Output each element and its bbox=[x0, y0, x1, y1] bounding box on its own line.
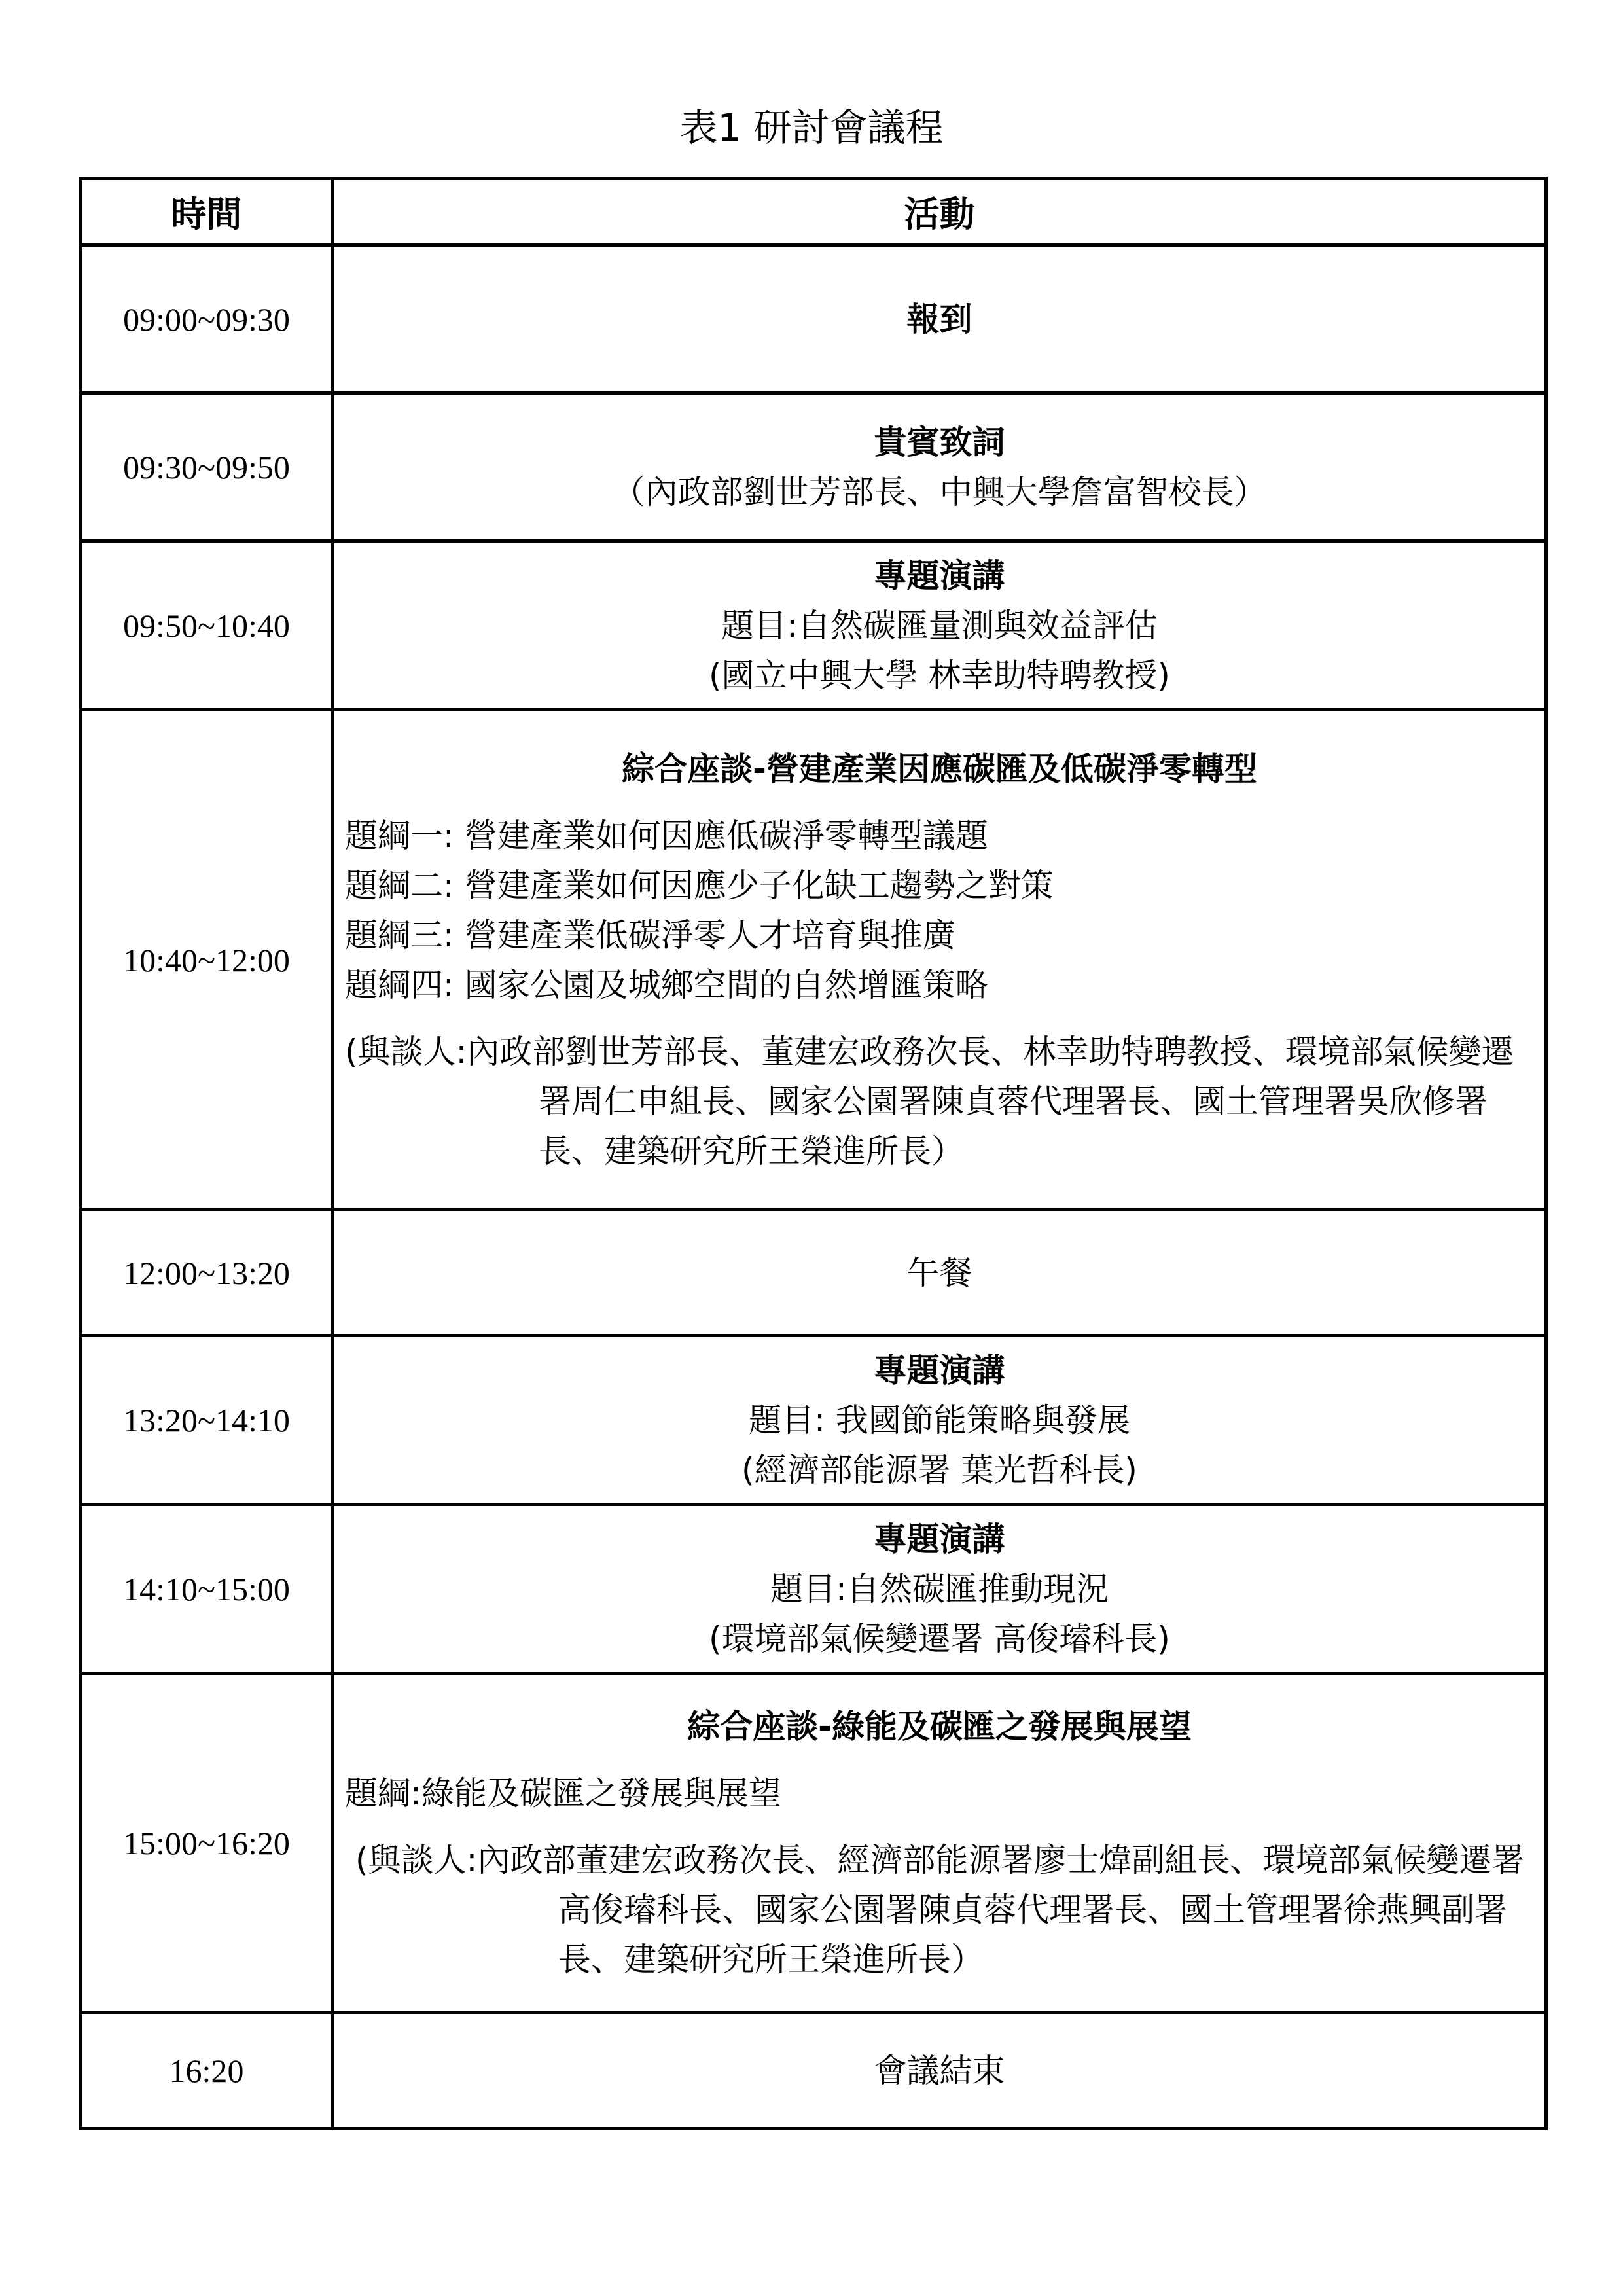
row-activity bbox=[333, 1505, 1546, 1674]
row-time: 14:10~15:00 bbox=[80, 1505, 333, 1674]
row-time: 09:00~09:30 bbox=[80, 245, 333, 393]
row-activity bbox=[333, 1674, 1546, 2013]
table-row bbox=[80, 541, 1546, 710]
panelists: (與談人:內政部劉世芳部長、董建宏政務次長、林幸助特聘教授、環境部氣候變遷署周仁申組長、國家公園署陳貞蓉代理署長、國土管理署吳欣修署長、建築研究所王榮進所長） bbox=[345, 1032, 1514, 1170]
activity-speaker: (國立中興大學 林幸助特聘教授) bbox=[709, 656, 1170, 694]
table-row bbox=[80, 245, 1546, 393]
agenda-table bbox=[79, 177, 1548, 2130]
table-row bbox=[80, 710, 1546, 1210]
table-row bbox=[80, 1210, 1546, 1336]
activity-topic: 題目: 我國節能策略與發展 bbox=[749, 1401, 1130, 1439]
table-row bbox=[80, 393, 1546, 541]
activity-detail: （內政部劉世芳部長、中興大學詹富智校長） bbox=[612, 473, 1267, 511]
row-time: 09:50~10:40 bbox=[80, 541, 333, 710]
row-activity bbox=[333, 541, 1546, 710]
outline-list bbox=[334, 1768, 1544, 1984]
outline-item: 題綱三: 營建產業低碳淨零人才培育與推廣 bbox=[345, 916, 955, 954]
outline-item: 題綱:綠能及碳匯之發展與展望 bbox=[345, 1774, 781, 1812]
activity-heading: 專題演講 bbox=[874, 556, 1005, 595]
table-row bbox=[80, 1674, 1546, 2013]
row-time: 15:00~16:20 bbox=[80, 1674, 333, 2013]
panelists: (與談人:內政部董建宏政務次長、經濟部能源署廖士煒副組長、環境部氣候變遷署高俊璿科長、國家公園署陳貞蓉代理署長、國土管理署徐燕興副署長、建築研究所王榮進所長） bbox=[355, 1840, 1525, 1979]
activity-heading: 專題演講 bbox=[874, 1351, 1005, 1390]
activity-heading: 綜合座談-營建產業因應碳匯及低碳淨零轉型 bbox=[622, 749, 1257, 788]
table-row bbox=[80, 1505, 1546, 1674]
table-header-row bbox=[80, 179, 1546, 245]
outline-item: 題綱一: 營建產業如何因應低碳淨零轉型議題 bbox=[345, 816, 988, 855]
page-title: 表1 研討會議程 bbox=[679, 105, 944, 150]
table-row bbox=[80, 1336, 1546, 1505]
row-time: 12:00~13:20 bbox=[80, 1210, 333, 1336]
row-activity bbox=[333, 710, 1546, 1210]
activity-topic: 題目:自然碳匯量測與效益評估 bbox=[721, 606, 1158, 645]
activity-speaker: (環境部氣候變遷署 高俊璿科長) bbox=[709, 1619, 1170, 1658]
header-time: 時間 bbox=[80, 179, 333, 245]
activity-heading: 綜合座談-綠能及碳匯之發展與展望 bbox=[687, 1707, 1192, 1746]
outline-list bbox=[334, 811, 1544, 1176]
activity-plain: 會議結束 bbox=[874, 2051, 1005, 2090]
activity-heading: 貴賓致詞 bbox=[874, 423, 1005, 461]
header-activity: 活動 bbox=[333, 179, 1546, 245]
outline-item: 題綱四: 國家公園及城鄉空間的自然增匯策略 bbox=[345, 965, 988, 1004]
row-activity bbox=[333, 245, 1546, 393]
row-activity bbox=[333, 393, 1546, 541]
row-activity bbox=[333, 1210, 1546, 1336]
activity-speaker: (經濟部能源署 葉光哲科長) bbox=[741, 1450, 1137, 1489]
row-time: 16:20 bbox=[80, 2013, 333, 2129]
activity-plain: 午餐 bbox=[906, 1253, 972, 1292]
activity-topic: 題目:自然碳匯推動現況 bbox=[770, 1570, 1109, 1608]
row-activity bbox=[333, 1336, 1546, 1505]
row-activity bbox=[333, 2013, 1546, 2129]
row-time: 09:30~09:50 bbox=[80, 393, 333, 541]
outline-item: 題綱二: 營建產業如何因應少子化缺工趨勢之對策 bbox=[345, 866, 1054, 905]
activity-heading: 專題演講 bbox=[874, 1520, 1005, 1558]
table-row bbox=[80, 2013, 1546, 2129]
row-time: 10:40~12:00 bbox=[80, 710, 333, 1210]
activity-heading: 報到 bbox=[906, 300, 972, 338]
row-time: 13:20~14:10 bbox=[80, 1336, 333, 1505]
